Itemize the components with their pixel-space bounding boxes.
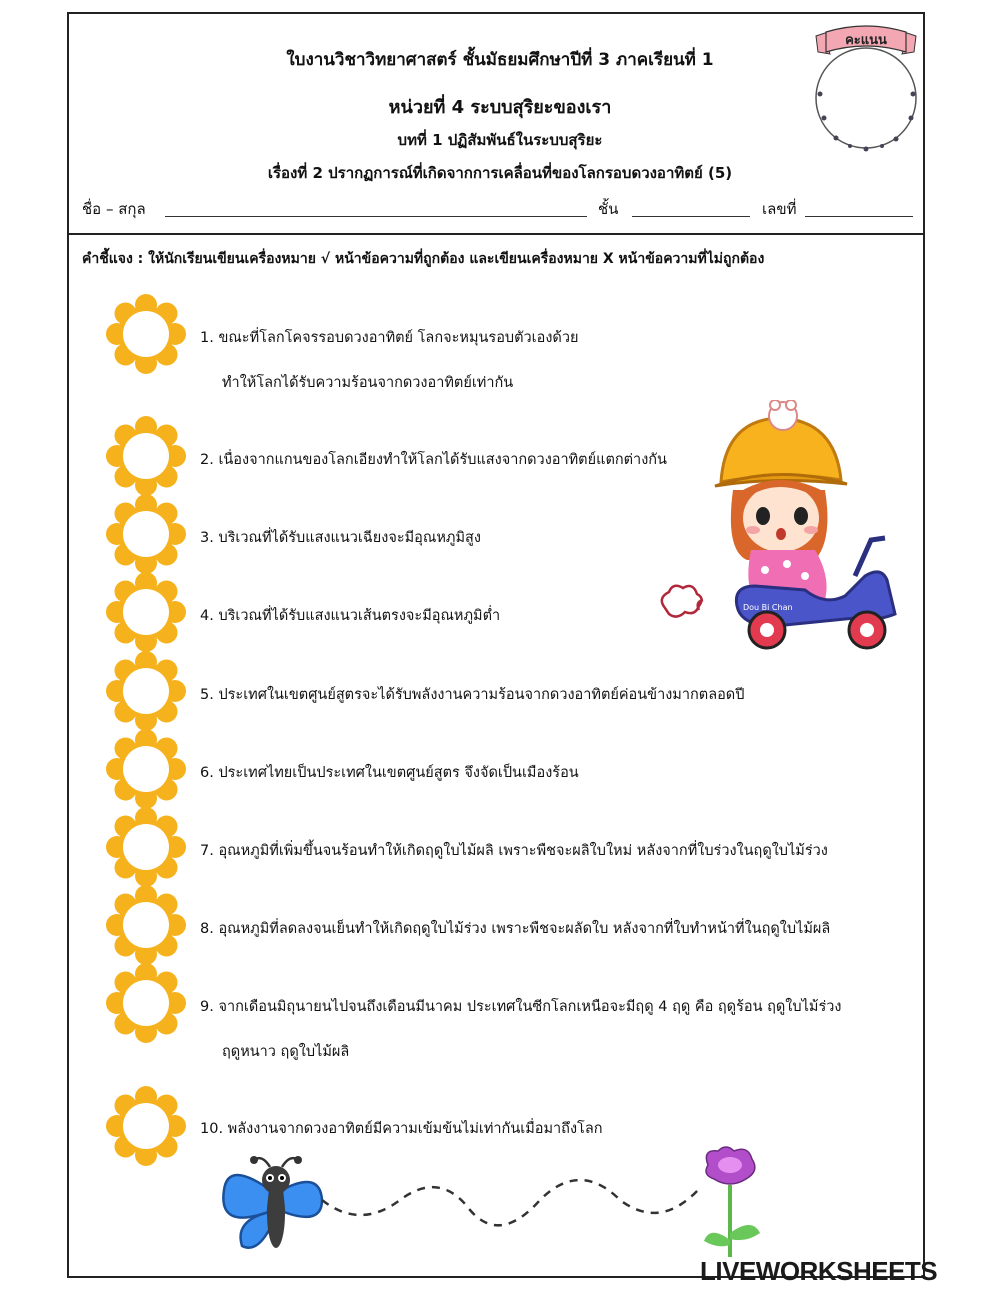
topic-title: เรื่องที่ 2 ปรากฏการณ์ที่เกิดจากการเคลื่อนที่ของโลกรอบดวงอาทิตย์ (5) [267, 164, 733, 182]
score-label: คะแนน [845, 33, 887, 48]
question-6: 6. ประเทศไทยเป็นประเทศในเขตศูนย์สูตร จึงจัดเป็นเมืองร้อน [200, 765, 579, 781]
chapter-title: บทที่ 1 ปฏิสัมพันธ์ในระบบสุริยะ [397, 131, 603, 149]
question-1-continued: ทำให้โลกได้รับความร้อนจากดวงอาทิตย์เท่ากัน [222, 375, 514, 391]
question-10: 10. พลังงานจากดวงอาทิตย์มีความเข้มข้นไม่เท่ากันเมื่อมาถึงโลก [200, 1121, 603, 1137]
purple-flower-illustration [690, 1145, 770, 1260]
question-9-continued: ฤดูหนาว ฤดูใบไม้ผลิ [222, 1044, 350, 1060]
worksheet-title: ใบงานวิชาวิทยาศาสตร์ ชั้นมัธยมศึกษาปีที่ 3 ภาคเรียนที่ 1 [286, 50, 714, 70]
answer-flower-5[interactable] [106, 651, 186, 731]
header-divider [67, 233, 925, 235]
girl-scooter-illustration [655, 400, 900, 655]
butterfly-illustration [218, 1150, 328, 1260]
class-label: ชั้น [598, 200, 619, 218]
question-9: 9. จากเดือนมิถุนายนไปจนถึงเดือนมีนาคม ประเทศในซีกโลกเหนือจะมีฤดู 4 ฤดู คือ ฤดูร้อน ฤดูใบไม้ร่วง [200, 999, 842, 1015]
score-badge [810, 22, 922, 152]
answer-flower-6[interactable] [106, 729, 186, 809]
answer-flower-4[interactable] [106, 572, 186, 652]
question-1: 1. ขณะที่โลกโคจรรอบดวงอาทิตย์ โลกจะหมุนรอบตัวเองด้วย [200, 330, 579, 346]
question-7: 7. อุณหภูมิที่เพิ่มขึ้นจนร้อนทำให้เกิดฤดูใบไม้ผลิ เพราะพืชจะผลิใบใหม่ หลังจากที่ใบร่วงในฤดูใบไม้ร่วง [200, 843, 828, 859]
dashed-flight-path [320, 1160, 700, 1240]
liveworksheets-logo: LIVEWORKSHEETS [700, 1256, 938, 1286]
number-label: เลขที่ [762, 200, 797, 218]
answer-flower-1[interactable] [106, 294, 186, 374]
instructions: คำชี้แจง : ให้นักเรียนเขียนเครื่องหมาย √ หน้าข้อความที่ถูกต้อง และเขียนเครื่องหมาย X หน้าข้อความที่ไม่ถูกต้อง [82, 251, 765, 267]
class-field[interactable] [632, 216, 750, 217]
answer-flower-2[interactable] [106, 416, 186, 496]
name-label: ชื่อ – สกุล [82, 200, 146, 218]
question-5: 5. ประเทศในเขตศูนย์สูตรจะได้รับพลังงานความร้อนจากดวงอาทิตย์ค่อนข้างมากตลอดปี [200, 687, 745, 703]
answer-flower-8[interactable] [106, 885, 186, 965]
question-3: 3. บริเวณที่ได้รับแสงแนวเฉียงจะมีอุณหภูมิสูง [200, 530, 481, 546]
unit-title: หน่วยที่ 4 ระบบสุริยะของเรา [388, 97, 612, 118]
answer-flower-9[interactable] [106, 963, 186, 1043]
number-field[interactable] [805, 216, 913, 217]
answer-flower-10[interactable] [106, 1086, 186, 1166]
question-2: 2. เนื่องจากแกนของโลกเอียงทำให้โลกได้รับแสงจากดวงอาทิตย์แตกต่างกัน [200, 452, 667, 468]
scooter-plate: Dou Bi Chan [743, 603, 793, 612]
answer-flower-7[interactable] [106, 807, 186, 887]
question-4: 4. บริเวณที่ได้รับแสงแนวเส้นตรงจะมีอุณหภูมิต่ำ [200, 608, 501, 624]
question-8: 8. อุณหภูมิที่ลดลงจนเย็นทำให้เกิดฤดูใบไม้ร่วง เพราะพืชจะผลัดใบ หลังจากที่ใบทำหน้าที่ในฤดูใบไม้ผลิ [200, 921, 831, 937]
answer-flower-3[interactable] [106, 494, 186, 574]
name-field[interactable] [165, 216, 587, 217]
